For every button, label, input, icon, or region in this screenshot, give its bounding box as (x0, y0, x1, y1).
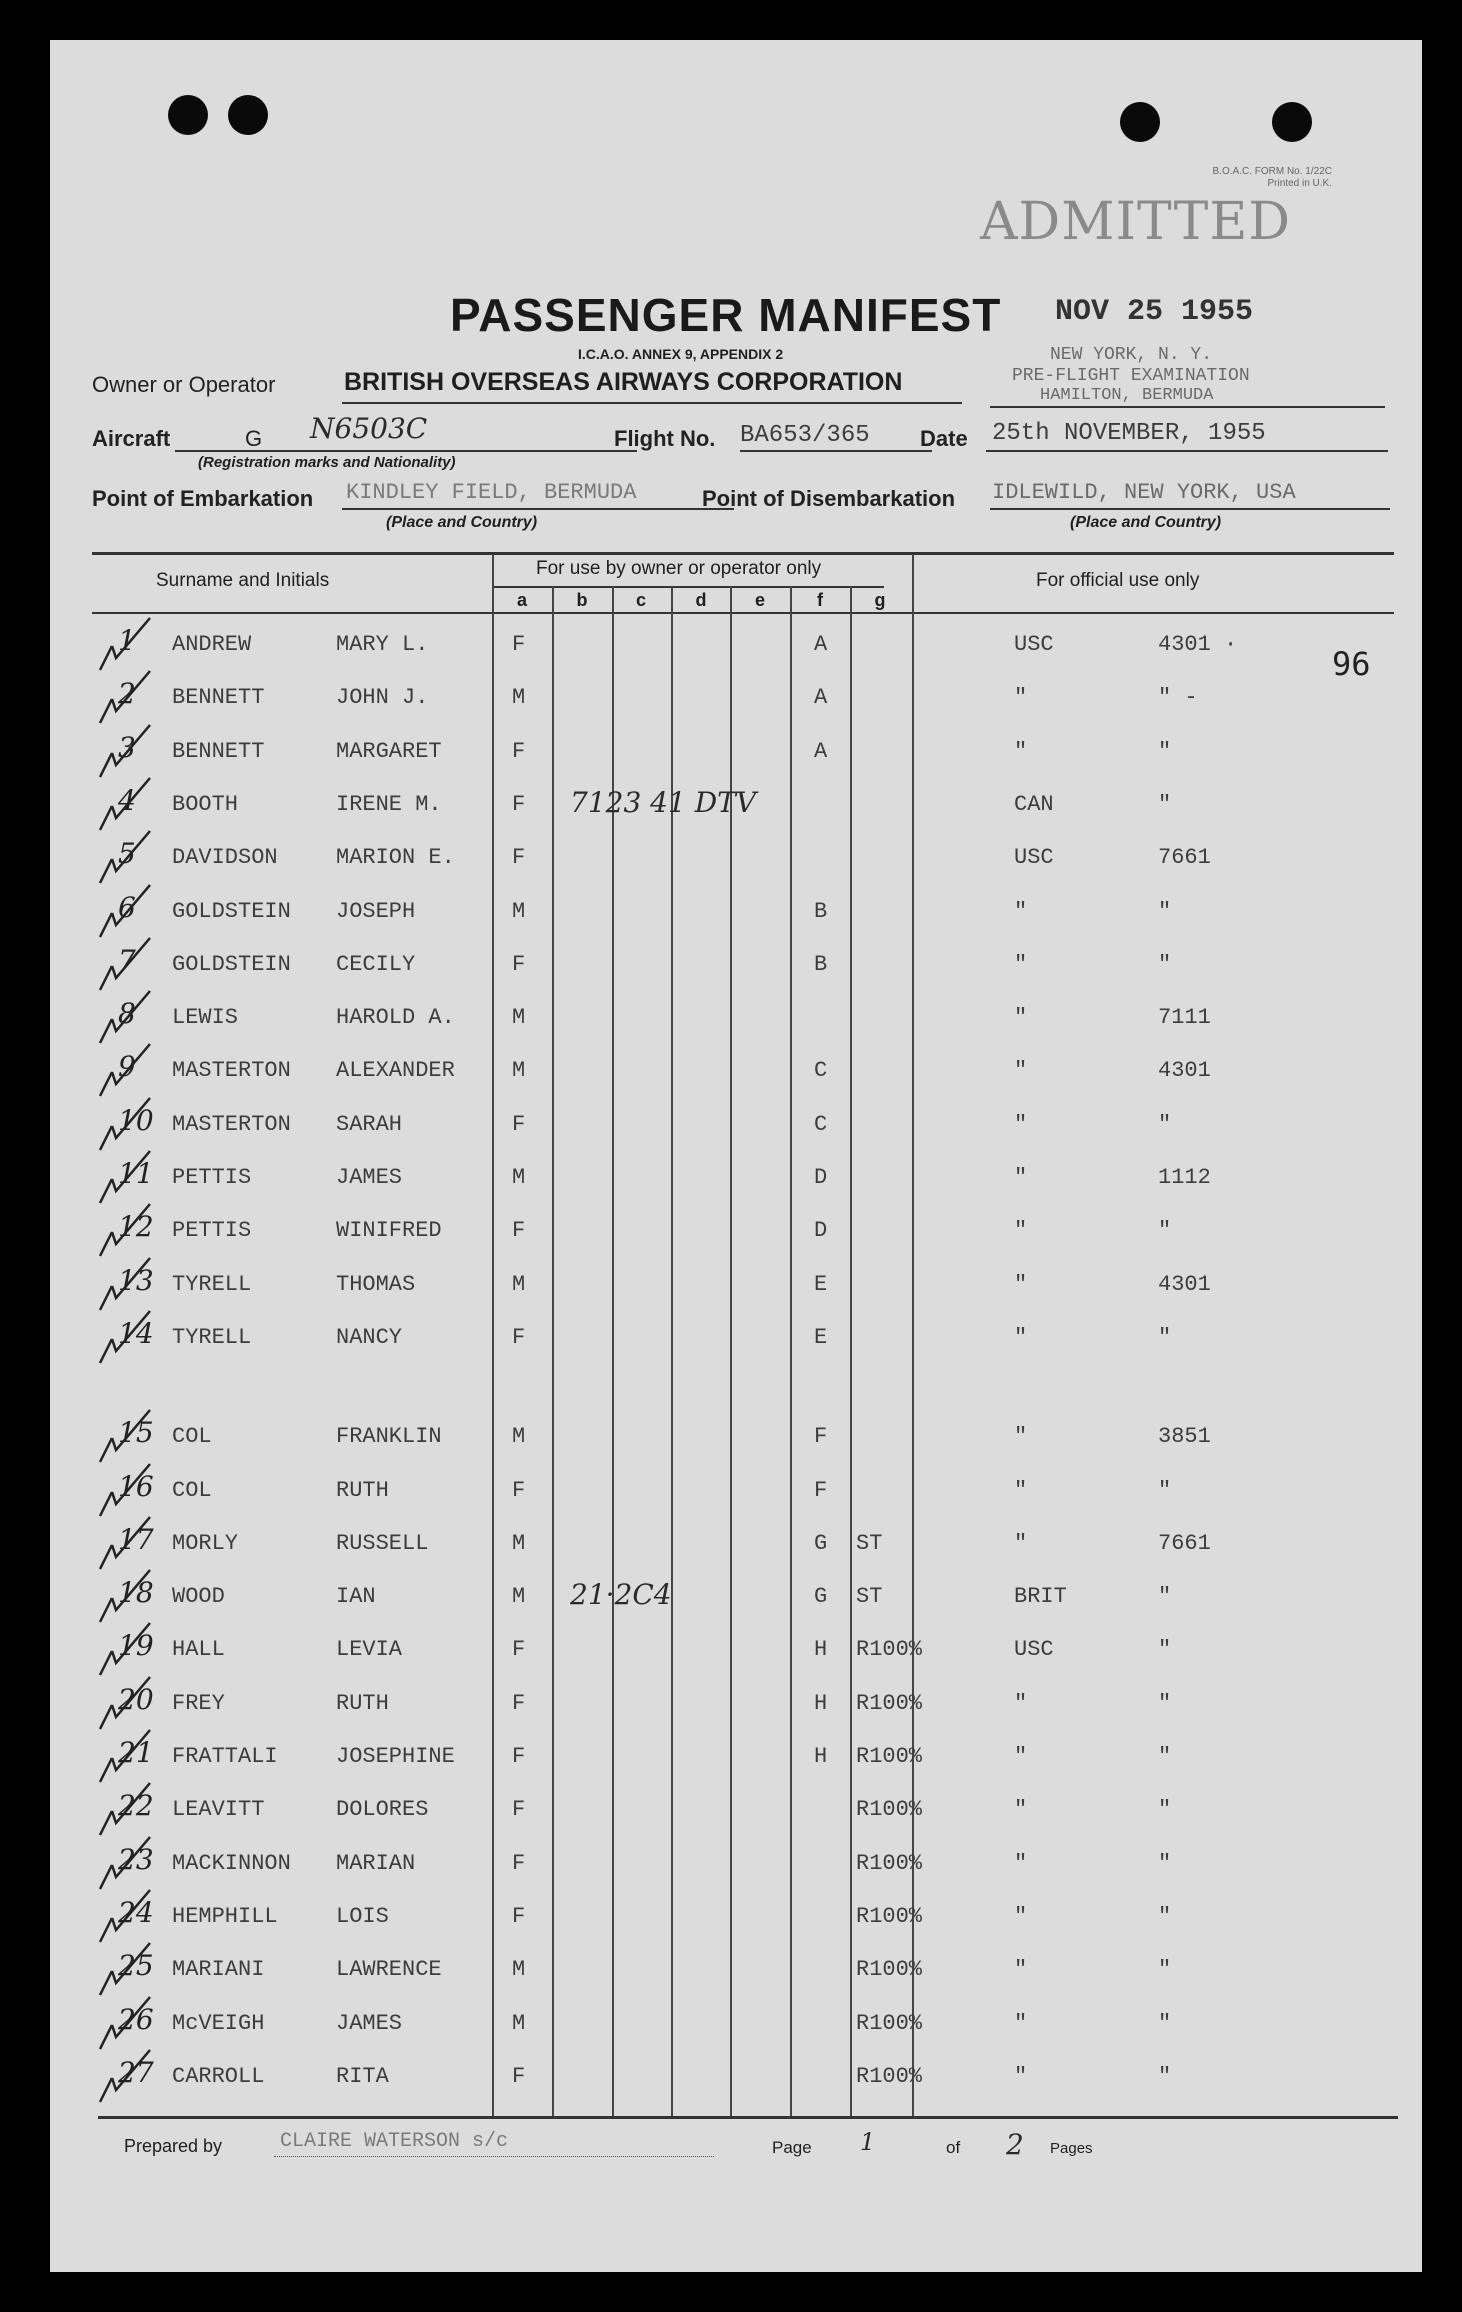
row-group: F (814, 1477, 828, 1503)
row-sex: M (512, 898, 526, 924)
row-sex: M (512, 1584, 526, 1610)
row-given-name: LOIS (336, 1903, 389, 1929)
table-row (50, 1627, 1422, 1677)
row-surname: HALL (172, 1637, 225, 1663)
row-code: 7661 (1158, 1530, 1211, 1556)
row-column-g: R100% (856, 2010, 923, 2036)
embark-underline (342, 508, 734, 510)
row-code: " (1158, 2010, 1172, 2036)
owner-value: BRITISH OVERSEAS AIRWAYS CORPORATION (344, 368, 903, 396)
row-surname: GOLDSTEIN (172, 898, 291, 924)
flight-value: BA653/365 (740, 422, 870, 449)
row-given-name: THOMAS (336, 1271, 416, 1297)
row-status: " (1014, 1477, 1028, 1503)
row-surname: MORLY (172, 1530, 239, 1556)
row-number: 20 (118, 1682, 154, 1716)
page-title: PASSENGER MANIFEST (450, 289, 1002, 341)
table-row (50, 1468, 1422, 1518)
table-row (50, 1521, 1422, 1571)
row-given-name: RITA (336, 2063, 389, 2089)
row-sex: F (512, 1218, 526, 1244)
row-number: 24 (118, 1895, 154, 1929)
row-number: 22 (118, 1789, 154, 1823)
table-row (50, 995, 1422, 1045)
row-status: " (1014, 1850, 1028, 1876)
row-sex: F (512, 632, 526, 657)
row-code: " (1158, 1111, 1172, 1137)
row-status: " (1014, 1005, 1028, 1031)
row-given-name: LAWRENCE (336, 1957, 442, 1983)
row-group: E (814, 1324, 828, 1350)
row-sex: M (512, 1530, 526, 1556)
subcol-a: a (516, 590, 527, 610)
row-surname: BENNETT (172, 685, 265, 711)
table-row (50, 1947, 1422, 1997)
row-status: " (1014, 1530, 1028, 1556)
row-surname: FRATTALI (172, 1744, 278, 1769)
table-row (50, 1208, 1422, 1258)
table-row (50, 1414, 1422, 1464)
row-status: " (1014, 1903, 1028, 1929)
row-status: " (1014, 1165, 1028, 1190)
row-sex: F (512, 1744, 526, 1769)
row-group: A (814, 738, 828, 764)
flight-label: Flight No. (614, 426, 716, 451)
row-column-g: R100% (856, 1744, 923, 1769)
row-status: " (1014, 2010, 1028, 2036)
row-surname: PETTIS (172, 1165, 252, 1190)
row-column-g: R100% (856, 1957, 923, 1983)
row-given-name: CECILY (336, 951, 416, 977)
row-number: 7 (118, 943, 136, 977)
row-given-name: HAROLD A. (336, 1005, 455, 1031)
row-status: " (1014, 1424, 1028, 1450)
row-surname: BENNETT (172, 738, 265, 764)
row-code: 7661 (1158, 845, 1211, 871)
row-surname: PETTIS (172, 1218, 252, 1244)
subcol-d: d (695, 590, 707, 610)
row-sex: F (512, 2063, 526, 2089)
row-sex: M (512, 2010, 526, 2036)
table-row (50, 2001, 1422, 2051)
row-surname: TYRELL (172, 1271, 252, 1297)
row-given-name: JAMES (336, 2010, 403, 2036)
row-given-name: IAN (336, 1584, 376, 1610)
row-sex: F (512, 1903, 526, 1929)
table-row (50, 1681, 1422, 1731)
row-code: " (1158, 1584, 1172, 1610)
aircraft-note: (Registration marks and Nationality) (198, 454, 456, 471)
row-code: 3851 (1158, 1424, 1211, 1450)
row-status: USC (1014, 1637, 1054, 1663)
row-handwritten-code: 21·2C4 (570, 1578, 672, 1612)
row-code: 4301 · (1158, 632, 1238, 657)
row-group: C (814, 1111, 828, 1137)
row-column-g: R100% (856, 1850, 923, 1876)
row-code: " (1158, 1324, 1172, 1350)
table-bottom-rule (98, 2116, 1398, 2119)
table-row (50, 2054, 1422, 2104)
row-surname: McVEIGH (172, 2010, 265, 2036)
preflight-place-stamp: HAMILTON, BERMUDA (1040, 386, 1214, 405)
row-code: 4301 (1158, 1271, 1211, 1297)
row-status: " (1014, 738, 1028, 764)
row-number: 6 (118, 890, 136, 924)
row-sex: F (512, 1797, 526, 1823)
row-given-name: MARIAN (336, 1850, 416, 1876)
table-row (50, 1262, 1422, 1312)
row-number: 12 (118, 1210, 154, 1244)
page-label: Page (772, 2138, 812, 2157)
row-code: " (1158, 1637, 1172, 1663)
row-status: " (1014, 951, 1028, 977)
date-underline (986, 450, 1388, 452)
table-row (50, 1048, 1422, 1098)
table-row (50, 729, 1422, 779)
row-surname: CARROLL (172, 2063, 265, 2089)
row-code: " (1158, 1218, 1172, 1244)
owner-underline-right (990, 406, 1385, 408)
row-given-name: FRANKLIN (336, 1424, 442, 1450)
col-header-official: For official use only (1036, 570, 1200, 591)
row-given-name: MARY L. (336, 632, 429, 657)
row-handwritten-code: 7123 41 DTV (570, 785, 757, 819)
row-surname: COL (172, 1477, 212, 1503)
form-reference: B.O.A.C. FORM No. 1/22C Printed in U.K. (1212, 166, 1332, 189)
row-surname: LEAVITT (172, 1797, 265, 1823)
disembark-note: (Place and Country) (1070, 514, 1222, 531)
row-status: " (1014, 2063, 1028, 2089)
row-given-name: MARION E. (336, 845, 455, 871)
row-sex: F (512, 1111, 526, 1137)
row-sex: F (512, 1324, 526, 1350)
row-surname: COL (172, 1424, 212, 1450)
row-number: 8 (118, 997, 136, 1031)
table-row (50, 622, 1422, 672)
row-column-g: R100% (856, 1637, 923, 1663)
date-label: Date (920, 426, 968, 451)
row-group: H (814, 1744, 828, 1769)
row-code: 1112 (1158, 1165, 1211, 1190)
aircraft-underline (175, 450, 637, 452)
row-number: 17 (118, 1522, 154, 1556)
table-row (50, 1894, 1422, 1944)
row-code: " (1158, 1850, 1172, 1876)
row-number: 11 (118, 1157, 154, 1190)
row-surname: ANDREW (172, 632, 252, 657)
row-code: " (1158, 1477, 1172, 1503)
row-status: " (1014, 1324, 1028, 1350)
subcol-e: e (754, 590, 765, 610)
row-group: G (814, 1584, 828, 1610)
subcol-g: g (874, 590, 886, 610)
row-code: " (1158, 1690, 1172, 1716)
row-given-name: JOHN J. (336, 685, 429, 711)
row-group: B (814, 951, 828, 977)
row-column-g: R100% (856, 1903, 923, 1929)
row-group: G (814, 1530, 828, 1556)
subcol-f: f (817, 590, 823, 610)
row-number: 16 (118, 1469, 154, 1503)
row-sex: M (512, 1058, 526, 1084)
row-given-name: NANCY (336, 1324, 403, 1350)
row-status: CAN (1014, 791, 1054, 817)
col-header-owner: For use by owner or operator only (536, 558, 822, 579)
table-row (50, 1315, 1422, 1365)
aircraft-prefix: G (245, 426, 263, 451)
row-given-name: MARGARET (336, 738, 442, 764)
punch-hole-left-1 (168, 95, 208, 135)
row-number: 2 (118, 677, 136, 711)
row-code: " (1158, 791, 1172, 817)
row-number: 5 (118, 837, 136, 871)
of-label: of (946, 2138, 961, 2157)
row-status: " (1014, 1744, 1028, 1769)
manifest-page (50, 40, 1422, 2272)
table-row (50, 1841, 1422, 1891)
row-number: 18 (118, 1576, 154, 1610)
row-given-name: RUTH (336, 1477, 389, 1503)
prepared-underline (274, 2156, 714, 2157)
subcol-b: b (576, 590, 588, 610)
row-number: 23 (118, 1842, 154, 1876)
row-given-name: LEVIA (336, 1637, 403, 1663)
disembark-value: IDLEWILD, NEW YORK, USA (992, 480, 1296, 505)
row-surname: BOOTH (172, 791, 239, 817)
row-status: " (1014, 1690, 1028, 1716)
row-given-name: JOSEPHINE (336, 1744, 455, 1769)
table-row (50, 1787, 1422, 1837)
row-sex: F (512, 1690, 526, 1716)
row-surname: GOLDSTEIN (172, 951, 291, 977)
owner-label: Owner or Operator (92, 372, 276, 397)
table-row (50, 1574, 1422, 1624)
row-group: F (814, 1424, 828, 1450)
table-row (50, 782, 1422, 832)
row-status: " (1014, 1058, 1028, 1084)
row-surname: FREY (172, 1690, 225, 1716)
row-column-g: ST (856, 1584, 883, 1610)
row-surname: WOOD (172, 1584, 225, 1610)
row-code: " (1158, 738, 1172, 764)
row-code: " (1158, 1744, 1172, 1769)
row-status: BRIT (1014, 1584, 1067, 1610)
disembark-label: Point of Disembarkation (702, 486, 956, 511)
table-row (50, 1102, 1422, 1152)
row-group: A (814, 685, 828, 711)
row-code: " (1158, 898, 1172, 924)
row-number: 10 (118, 1103, 154, 1137)
col-header-surname: Surname and Initials (156, 570, 330, 591)
row-number: 26 (118, 2002, 154, 2036)
row-code: " (1158, 1957, 1172, 1983)
row-status: " (1014, 1218, 1028, 1244)
row-sex: M (512, 685, 526, 711)
date-stamp: NOV 25 1955 (1055, 295, 1254, 329)
row-given-name: IRENE M. (336, 791, 442, 817)
row-number: 9 (118, 1050, 136, 1084)
row-group: H (814, 1690, 828, 1716)
row-code: 4301 (1158, 1058, 1211, 1084)
row-sex: M (512, 1957, 526, 1983)
row-status: " (1014, 1271, 1028, 1297)
row-surname: HEMPHILL (172, 1903, 278, 1929)
table-row (50, 942, 1422, 992)
row-code: 7111 (1158, 1005, 1211, 1031)
row-given-name: SARAH (336, 1111, 403, 1137)
row-status: USC (1014, 845, 1054, 871)
row-sex: M (512, 1271, 526, 1297)
row-number: 1 (118, 624, 136, 657)
page-value: 1 (860, 2128, 876, 2156)
page-marker: 96 (1332, 645, 1371, 683)
table-row (50, 835, 1422, 885)
date-value: 25th NOVEMBER, 1955 (992, 420, 1266, 447)
row-surname: MASTERTON (172, 1058, 291, 1084)
row-status: " (1014, 1797, 1028, 1823)
row-sex: M (512, 1165, 526, 1190)
row-column-g: R100% (856, 1690, 923, 1716)
punch-hole-right-1 (1120, 102, 1160, 142)
row-number: 25 (118, 1949, 154, 1983)
row-sex: F (512, 1477, 526, 1503)
row-group: H (814, 1637, 828, 1663)
aircraft-label: Aircraft (92, 426, 171, 451)
row-number: 13 (118, 1263, 154, 1297)
table-row (50, 889, 1422, 939)
flight-underline (740, 450, 932, 452)
row-sex: F (512, 951, 526, 977)
total-pages-value: 2 (1006, 2128, 1024, 2161)
row-status: " (1014, 685, 1028, 711)
row-number: 3 (118, 730, 136, 764)
punch-hole-left-2 (228, 95, 268, 135)
row-surname: TYRELL (172, 1324, 252, 1350)
row-column-g: R100% (856, 1797, 923, 1823)
admitted-stamp: ADMITTED (980, 192, 1292, 252)
row-status: " (1014, 1111, 1028, 1137)
punch-hole-right-2 (1272, 102, 1312, 142)
location-stamp: NEW YORK, N. Y. (1050, 345, 1213, 365)
row-number: 4 (118, 783, 136, 817)
row-code: " (1158, 2063, 1172, 2089)
row-surname: DAVIDSON (172, 845, 278, 871)
row-code: " (1158, 1797, 1172, 1823)
embark-label: Point of Embarkation (92, 486, 314, 511)
row-status: " (1014, 1957, 1028, 1983)
owner-underline (342, 402, 962, 404)
row-number: 14 (118, 1316, 154, 1350)
row-sex: F (512, 738, 526, 764)
row-number: 21 (118, 1736, 154, 1769)
row-surname: MACKINNON (172, 1850, 291, 1876)
table-row (50, 1155, 1422, 1205)
row-column-g: R100% (856, 2063, 923, 2089)
row-sex: F (512, 791, 526, 817)
row-given-name: RUSSELL (336, 1530, 429, 1556)
pages-label: Pages (1050, 2140, 1093, 2157)
disembark-underline (990, 508, 1390, 510)
subcol-c: c (635, 590, 646, 610)
table-header-rule (92, 612, 1394, 614)
row-status: " (1014, 898, 1028, 924)
page-subtitle: I.C.A.O. ANNEX 9, APPENDIX 2 (578, 346, 784, 362)
row-group: E (814, 1271, 828, 1297)
row-given-name: RUTH (336, 1690, 389, 1716)
row-number: 27 (118, 2055, 154, 2089)
row-sex: M (512, 1005, 526, 1031)
table-top-rule (92, 552, 1394, 555)
table-row (50, 1734, 1422, 1784)
row-surname: MARIANI (172, 1957, 265, 1983)
row-given-name: JAMES (336, 1165, 403, 1190)
row-group: D (814, 1165, 828, 1190)
row-sex: F (512, 1637, 526, 1663)
table-row (50, 675, 1422, 725)
row-code: " - (1158, 685, 1198, 711)
row-sex: F (512, 845, 526, 871)
prepared-value: CLAIRE WATERSON s/c (280, 2130, 509, 2153)
row-given-name: JOSEPH (336, 898, 416, 924)
row-group: A (814, 632, 828, 657)
row-surname: MASTERTON (172, 1111, 291, 1137)
preflight-stamp: PRE-FLIGHT EXAMINATION (1012, 366, 1250, 386)
row-number: 15 (118, 1416, 154, 1450)
row-column-g: ST (856, 1530, 883, 1556)
row-sex: F (512, 1850, 526, 1876)
embark-value: KINDLEY FIELD, BERMUDA (346, 480, 637, 505)
row-given-name: WINIFRED (336, 1218, 442, 1244)
row-code: " (1158, 951, 1172, 977)
row-number: 19 (118, 1629, 154, 1663)
embark-note: (Place and Country) (386, 514, 538, 531)
row-code: " (1158, 1903, 1172, 1929)
row-given-name: DOLORES (336, 1797, 429, 1823)
table-subheader-rule (492, 586, 884, 588)
row-given-name: ALEXANDER (336, 1058, 455, 1084)
row-group: C (814, 1058, 828, 1084)
row-status: USC (1014, 632, 1054, 657)
row-group: B (814, 898, 828, 924)
row-group: D (814, 1218, 828, 1244)
aircraft-value: N6503C (310, 412, 428, 445)
row-sex: M (512, 1424, 526, 1450)
row-surname: LEWIS (172, 1005, 239, 1031)
prepared-label: Prepared by (124, 2136, 223, 2156)
